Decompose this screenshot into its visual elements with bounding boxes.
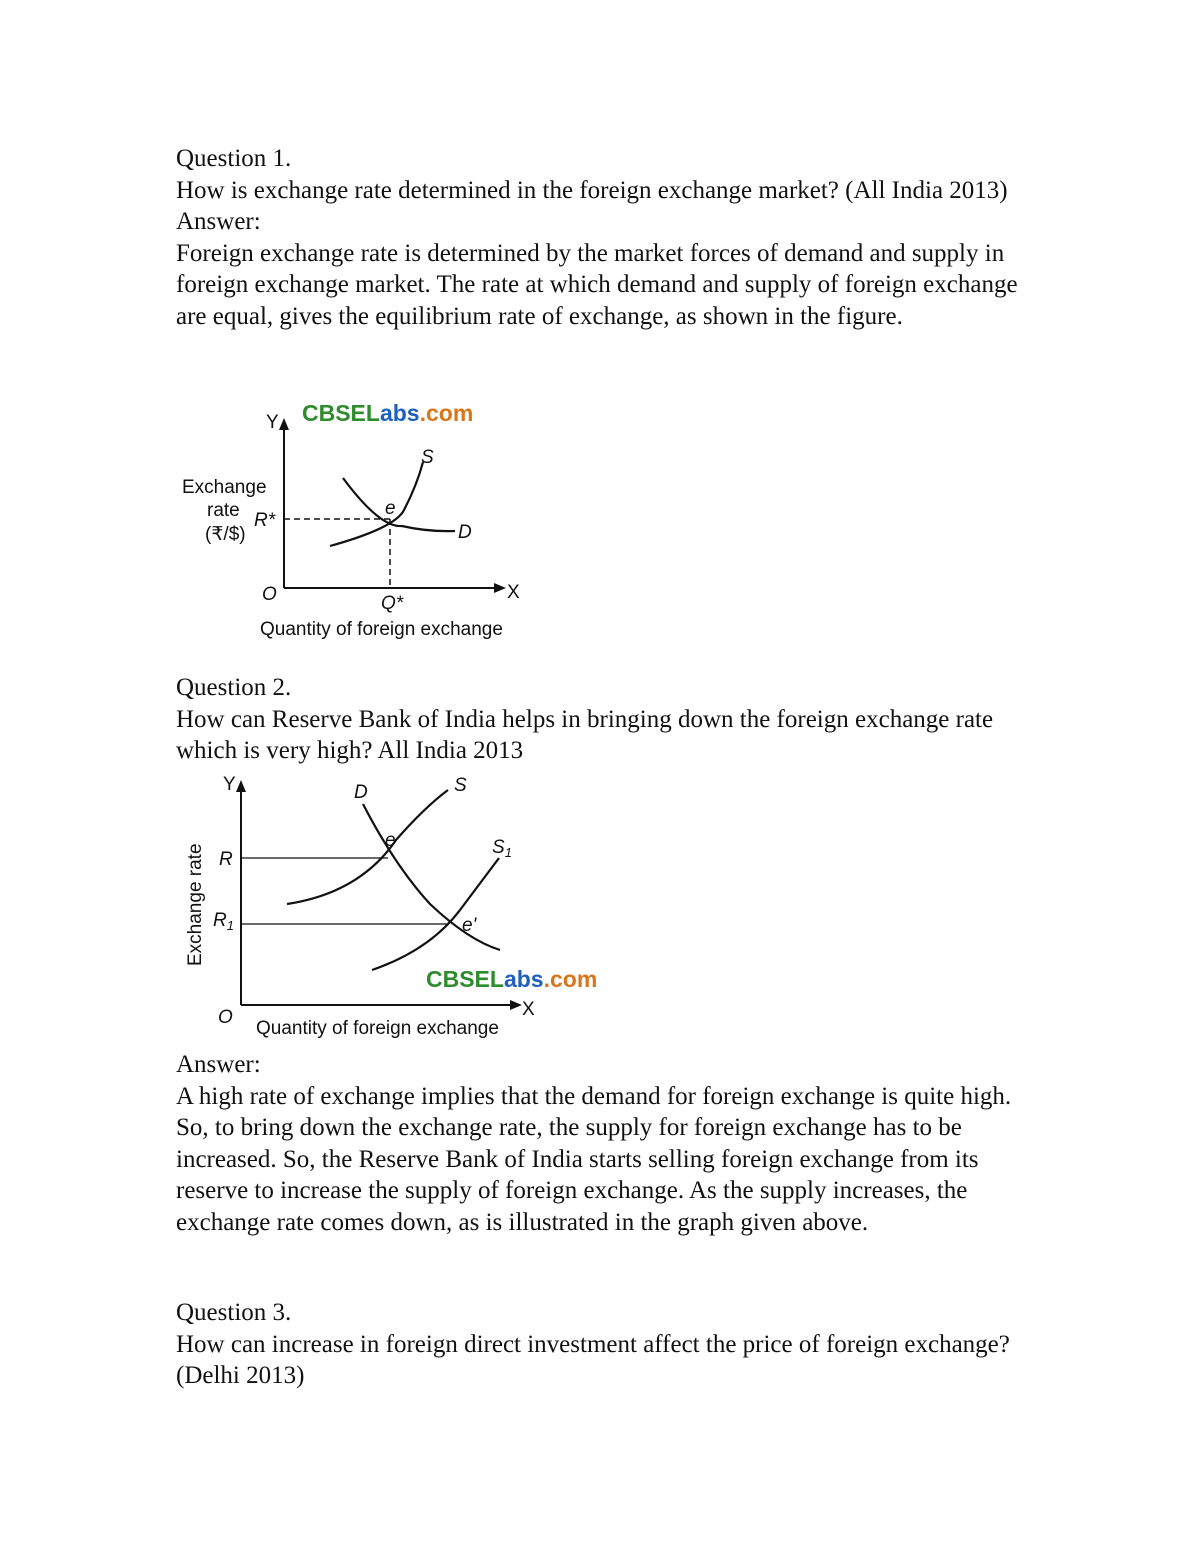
question-3-block <box>176 1297 1036 1392</box>
question-1-title: Question 1. <box>176 145 292 172</box>
question-1-text: How is exchange rate determined in the foreign exchange market? (All India 2013) <box>176 176 1008 204</box>
fig1-ylabel-line2: rate <box>207 500 240 521</box>
fig1-r-star-label: R* <box>254 510 276 531</box>
question-3-title: Question 3. <box>176 1299 292 1326</box>
fig1-ylabel-line3: (₹/$) <box>205 524 246 545</box>
fig1-e-label: e <box>385 498 396 519</box>
fig1-origin-label: O <box>262 584 277 605</box>
fig1-brand-logo: CBSELabs.com <box>302 400 474 426</box>
fig1-x-axis-label: X <box>507 582 520 603</box>
fig1-xlabel: Quantity of foreign exchange <box>260 619 503 640</box>
fig2-x-arrow-icon <box>510 1000 522 1010</box>
fig2-x-axis-label: X <box>522 999 535 1020</box>
fig1-q-star-label: Q* <box>381 593 404 614</box>
answer-1-text: Foreign exchange rate is determined by the market forces of demand and supply in foreign exchange market. The rate at which demand and supply of foreign exchange are equal, gives the equilibrium rate of exchange, as shown in the figure. <box>176 239 1018 330</box>
fig2-brand-logo: CBSELabs.com <box>426 966 598 992</box>
fig2-y-arrow-icon <box>236 780 246 792</box>
fig2-origin-label: O <box>218 1007 233 1028</box>
fig2-supply-curve-s <box>287 790 448 904</box>
fig2-demand-curve <box>363 804 500 950</box>
answer-2-text: A high rate of exchange implies that the demand for foreign exchange is quite high. So, to bring down the exchange rate, the supply for foreign exchange has to be increased. So, the Reserve Bank of India starts selling foreign exchange from its reserve to increase the supply of foreign exchange. As the supply increases, the exchange rate comes down, as is illustrated in the graph given above. <box>176 1082 1012 1236</box>
fig2-e-label: e <box>385 830 396 851</box>
answer-2-label: Answer: <box>176 1051 261 1078</box>
fig2-ylabel: Exchange rate <box>185 843 206 966</box>
fig2-y-axis-label: Y <box>223 774 236 795</box>
question-2-title: Question 2. <box>176 674 292 701</box>
answer-1-label: Answer: <box>176 208 261 236</box>
fig2-e-prime-label: e' <box>462 915 477 936</box>
answer-2-block <box>176 1049 1036 1239</box>
question-2-text: How can Reserve Bank of India helps in bringing down the foreign exchange rate which is very high? All India 2013 <box>176 705 994 765</box>
fig2-s-label: S <box>454 775 467 796</box>
fig2-xlabel: Quantity of foreign exchange <box>256 1018 499 1039</box>
fig1-y-axis-label: Y <box>266 412 279 433</box>
fig2-r1-label: $R_1$ <box>213 910 234 933</box>
question-3-text: How can increase in foreign direct investment affect the price of foreign exchange? (Delhi 2013) <box>176 1330 1010 1390</box>
fig2-r-label: R <box>219 849 233 870</box>
fig1-s-label: S <box>421 447 434 468</box>
fig2-s1-label: $S_1$ <box>492 837 512 860</box>
fig1-ylabel-line1: Exchange <box>182 477 267 498</box>
fig2-d-label: D <box>354 782 368 803</box>
fig2-supply-curve-s1 <box>372 858 499 970</box>
fig1-d-label: D <box>458 522 472 543</box>
